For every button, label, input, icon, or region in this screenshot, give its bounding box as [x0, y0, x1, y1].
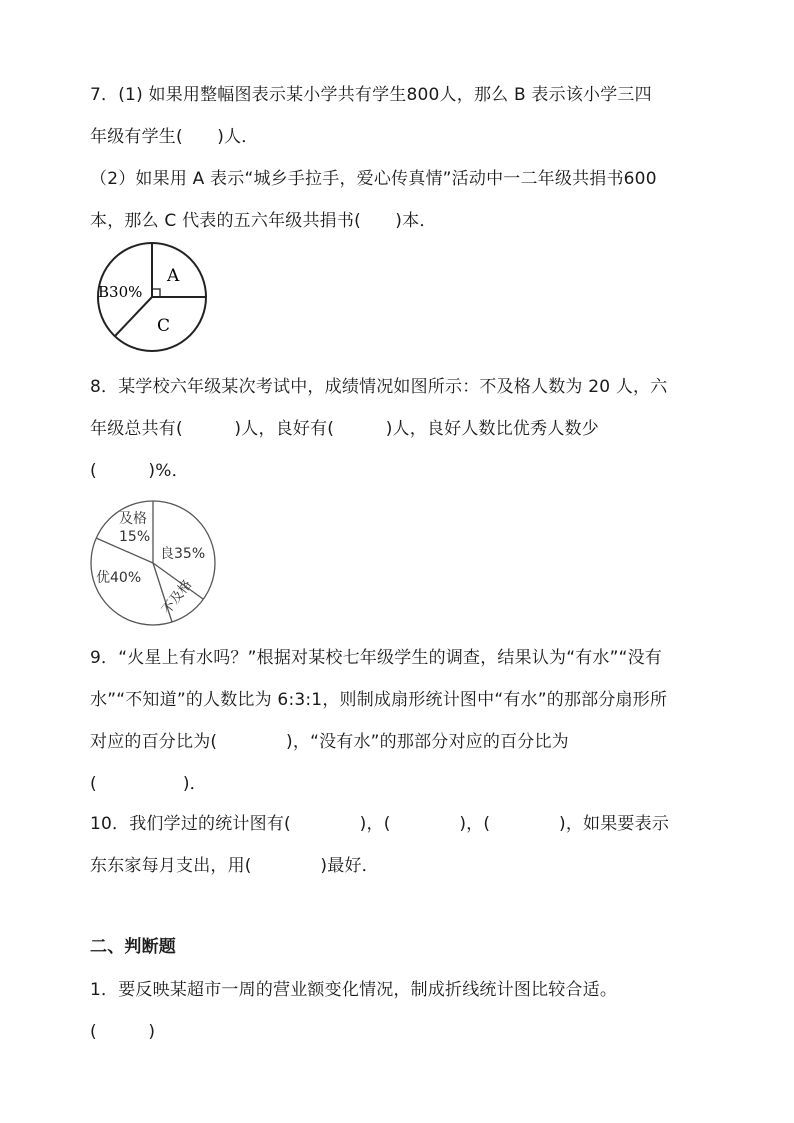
- slice-divider-b-c: [115, 297, 152, 336]
- slice-label-good: 良35%: [160, 546, 206, 562]
- judge-q1-line-1: 1．要反映某超市一周的营业额变化情况，制成折线统计图比较合适。: [90, 980, 618, 1000]
- slice-label-pass-percent: 15%: [119, 529, 151, 545]
- q8-line-1: 8．某学校六年级某次考试中，成绩情况如图所示：不及格人数为 20 人，六: [90, 377, 668, 397]
- right-angle-mark: [152, 289, 160, 297]
- q10-line-1: 10．我们学过的统计图有( )，( )，( )，如果要表示: [90, 814, 670, 834]
- q8-line-2: 年级总共有( )人，良好有( )人，良好人数比优秀人数少: [90, 419, 599, 439]
- q9-line-2: 水”“不知道”的人数比为 6:3:1，则制成扇形统计图中“有水”的那部分扇形所: [90, 690, 668, 710]
- q9-line-4: ( )．: [90, 774, 207, 794]
- q9-line-1: 9．“火星上有水吗？”根据对某校七年级学生的调查，结果认为“有水”“没有: [90, 648, 663, 668]
- q7-line-1: 7．(1) 如果用整幅图表示某小学共有学生800人，那么 B 表示该小学三四: [90, 85, 652, 105]
- slice-label-pass-name: 及格: [119, 511, 147, 527]
- q7-line-2: 年级有学生( )人．: [90, 127, 259, 147]
- judge-q1-line-2: ( ): [90, 1022, 156, 1042]
- slice-label-a: A: [167, 266, 180, 286]
- pie-chart-q8: [88, 498, 222, 628]
- slice-label-excellent: 优40%: [96, 570, 142, 586]
- q8-line-3: ( )%．: [90, 461, 189, 481]
- q7-line-4: 本，那么 C 代表的五六年级共捐书( )本．: [90, 211, 437, 231]
- slice-label-b: B30%: [98, 283, 143, 301]
- q10-line-2: 东东家每月支出，用( )最好．: [90, 856, 379, 876]
- slice-label-c: C: [157, 316, 171, 336]
- slice-label-fail: 不及格: [159, 577, 196, 618]
- q7-line-3: （2）如果用 A 表示“城乡手拉手，爱心传真情”活动中一二年级共捐书600: [90, 169, 657, 189]
- pie-chart-q7: [90, 242, 216, 360]
- q9-line-3: 对应的百分比为( )，“没有水”的那部分对应的百分比为: [90, 732, 569, 752]
- section-heading: 二、判断题: [90, 937, 176, 957]
